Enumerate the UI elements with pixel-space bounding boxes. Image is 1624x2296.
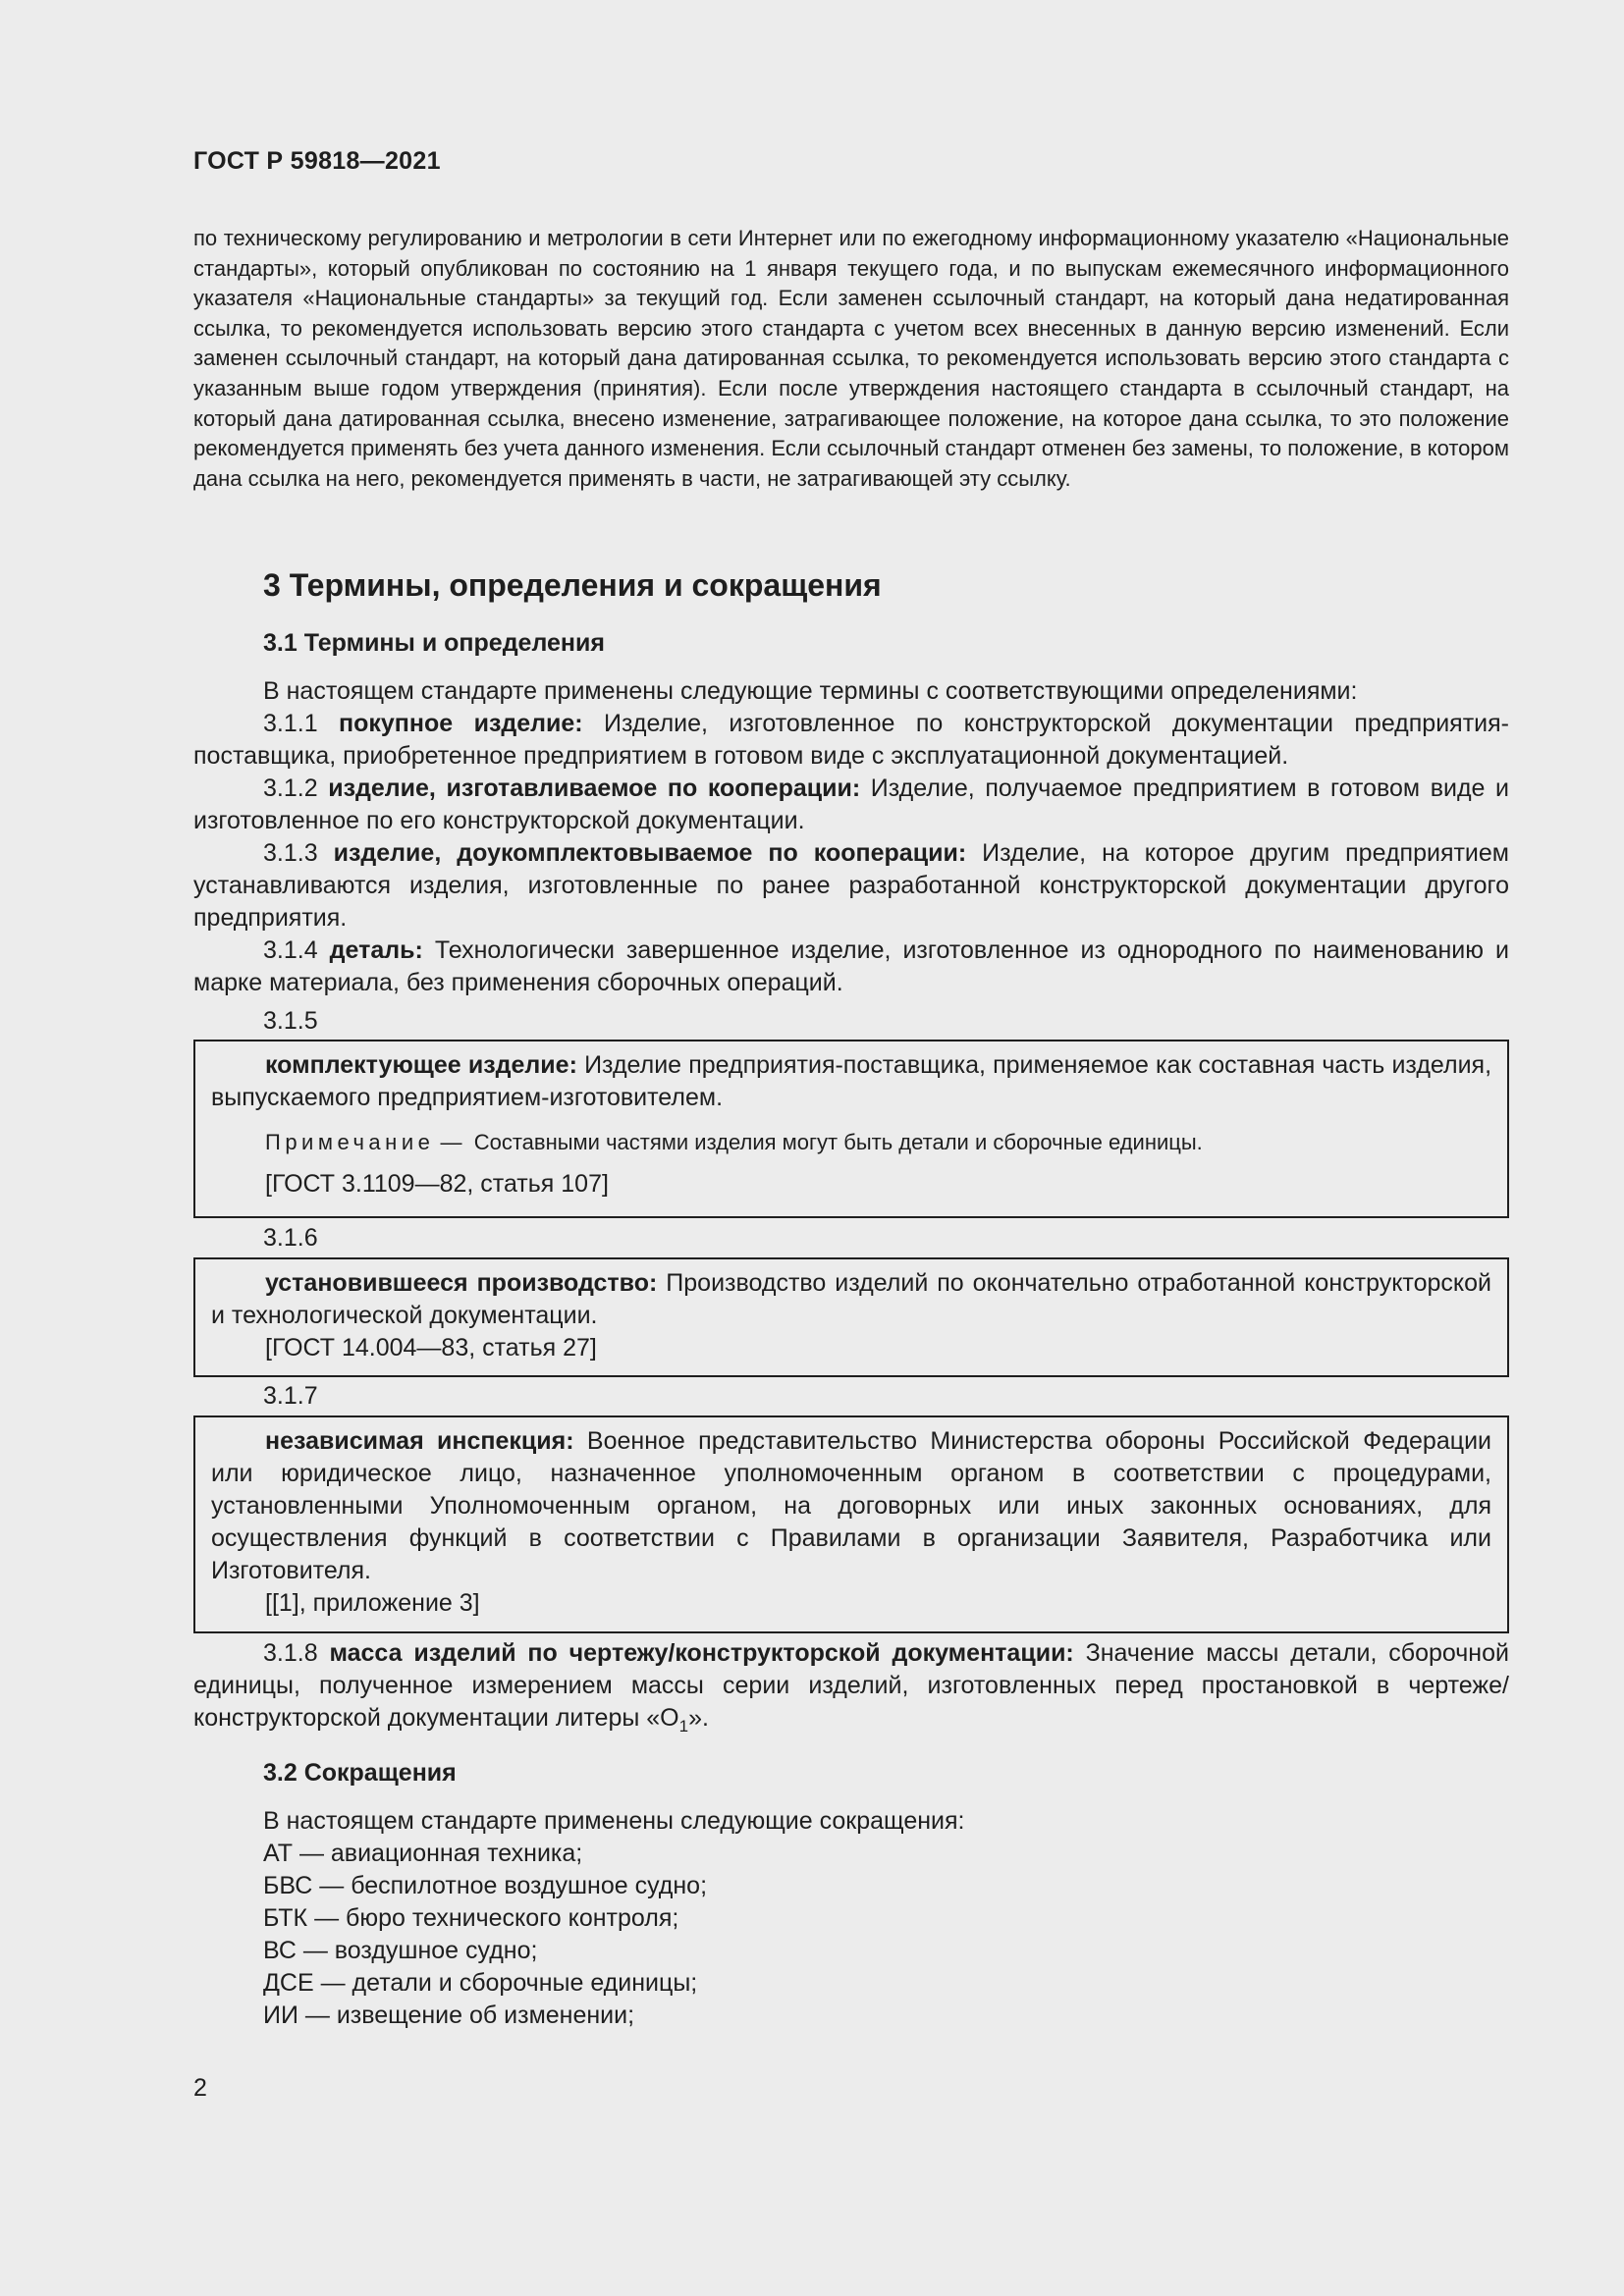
abbreviation-item: ВС — воздушное судно;	[263, 1937, 538, 1964]
terms-intro: В настоящем стандарте применены следующие термины с соответствующими определениями:	[263, 677, 1358, 705]
term-source: [[1], приложение 3]	[265, 1589, 480, 1617]
term-number: 3.1.3	[263, 839, 318, 867]
subsection-title-terms: 3.1 Термины и определения	[263, 629, 605, 657]
term-name: изделие, изготавливаемое по кооперации:	[328, 774, 861, 802]
term-name: комплектующее изделие:	[265, 1051, 577, 1079]
term-3-1-2	[193, 773, 1509, 837]
term-3-1-3	[193, 837, 1509, 934]
section-title: 3 Термины, определения и сокращения	[263, 567, 882, 603]
term-number-3-1-6: 3.1.6	[263, 1224, 318, 1252]
term-name: изделие, доукомплектовываемое по кооперации:	[333, 839, 967, 867]
term-name: масса изделий по чертежу/конструкторской документации:	[329, 1639, 1074, 1667]
term-3-1-6	[211, 1267, 1491, 1332]
term-definition: Военное представительство Министерства обороны Российской Федерации или юридическое лицо, назначенное уполномоченным органом в соответствии с процедурами, установленными Уполномоченным органом, на договорных или иных законных основаниях, для осуществления функций в соответствии с Правилами в организации Заявителя, Разработчика или Изготовителя.	[211, 1427, 1491, 1584]
term-definition: Производство изделий по окончательно отработанной конструкторской и технологической документации.	[211, 1269, 1491, 1329]
abbreviations-block	[193, 1805, 1509, 2032]
term-note	[211, 1126, 1491, 1158]
abbreviations-intro: В настоящем стандарте применены следующие сокращения:	[263, 1807, 965, 1835]
term-number: 3.1.8	[263, 1639, 318, 1667]
term-source: [ГОСТ 3.1109—82, статья 107]	[265, 1170, 609, 1198]
term-definition-end: ».	[688, 1704, 709, 1732]
note-label: Примечание	[265, 1130, 435, 1154]
abbreviation-item: АТ — авиационная техника;	[263, 1840, 583, 1867]
document-id: ГОСТ Р 59818—2021	[193, 147, 441, 175]
term-definition: Изделие предприятия-поставщика, применяемое как составная часть изделия, выпускаемого предприятием-изготовителем.	[211, 1051, 1492, 1111]
subscript: 1	[678, 1717, 689, 1735]
term-definition: Изделие, на которое другим предприятием устанавливаются изделия, изготовленные по ранее разработанной конструкторской документации другого предприятия.	[193, 839, 1509, 932]
term-name: деталь:	[329, 936, 423, 964]
term-name: независимая инспекция:	[265, 1427, 574, 1455]
term-3-1-1	[193, 708, 1509, 773]
term-definition: Значение массы детали, сборочной единицы, полученное измерением массы серии изделий, изготовленных перед простановкой в чертеже/конструкторской документации литеры «О	[193, 1639, 1509, 1732]
abbreviation-item: БВС — беспилотное воздушное судно;	[263, 1872, 708, 1899]
term-name: установившееся производство:	[265, 1269, 658, 1297]
term-box-3-1-6	[193, 1257, 1509, 1377]
abbreviation-item: ДСЕ — детали и сборочные единицы;	[263, 1969, 698, 1997]
term-number: 3.1.2	[263, 774, 318, 802]
abbreviation-item: БТК — бюро технического контроля;	[263, 1904, 679, 1932]
term-definition: Изделие, получаемое предприятием в готовом виде и изготовленное по его конструкторской документации.	[193, 774, 1509, 834]
term-3-1-8	[193, 1637, 1509, 1742]
subsection-title-abbreviations: 3.2 Сокращения	[263, 1759, 457, 1787]
term-definition: Технологически завершенное изделие, изготовленное из однородного по наименованию и марке материала, без применения сборочных операций.	[193, 936, 1510, 996]
abbreviation-item: ИИ — извещение об изменении;	[263, 2002, 635, 2029]
term-name: покупное изделие:	[339, 710, 583, 737]
term-number: 3.1.1	[263, 710, 318, 737]
term-number: 3.1.4	[263, 936, 318, 964]
term-source: [ГОСТ 14.004—83, статья 27]	[265, 1334, 597, 1362]
term-box-3-1-5	[193, 1040, 1509, 1218]
term-number-3-1-7: 3.1.7	[263, 1382, 318, 1410]
note-text: Составными частями изделия могут быть детали и сборочные единицы.	[473, 1130, 1203, 1154]
terms-block	[193, 675, 1509, 999]
intro-paragraph: по техническому регулированию и метрологии в сети Интернет или по ежегодному информационному указателю «Национальные стандарты», который опубликован по состоянию на 1 января текущего года, и по выпускам ежемесячного информационного указателя «Национальные стандарты» за текущий год. Если заменен ссылочный стандарт, на который дана недатированная ссылка, то рекомендуется использовать версию этого стандарта с учетом всех внесенных в данную версию изменений. Если заменен ссылочный стандарт, на который дана датированная ссылка, то рекомендуется использовать версию этого стандарта с указанным выше годом утверждения (принятия). Если после утверждения настоящего стандарта в ссылочный стандарт, на который дана датированная ссылка, внесено изменение, затрагивающее положение, на которое дана ссылка, то это положение рекомендуется применять без учета данного изменения. Если ссылочный стандарт отменен без замены, то положение, в котором дана ссылка на него, рекомендуется применять в части, не затрагивающей эту ссылку.	[193, 226, 1509, 491]
term-3-1-8-block	[193, 1637, 1509, 1742]
term-3-1-5	[211, 1049, 1491, 1114]
term-3-1-4	[193, 934, 1509, 999]
page-number: 2	[193, 2074, 207, 2102]
term-number-3-1-5: 3.1.5	[263, 1007, 318, 1035]
term-box-3-1-7	[193, 1415, 1509, 1633]
note-dash: —	[440, 1130, 462, 1154]
term-3-1-7	[211, 1425, 1491, 1587]
term-definition: Изделие, изготовленное по конструкторской документации предприятия-поставщика, приобретенное предприятием в готовом виде с эксплуатационной документацией.	[193, 710, 1509, 770]
